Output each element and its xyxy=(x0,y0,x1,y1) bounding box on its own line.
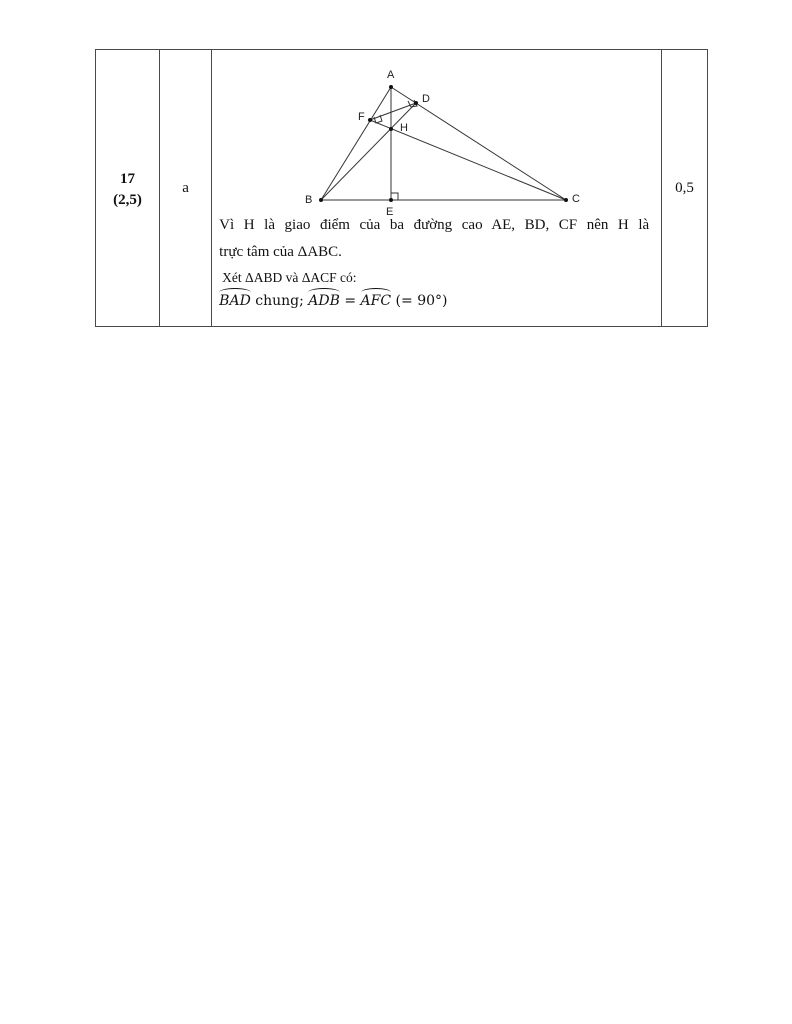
part-label: a xyxy=(182,179,189,196)
point-e xyxy=(389,198,393,202)
label-e: E xyxy=(386,206,394,218)
angle-afc: AFC xyxy=(361,288,392,311)
right-angle-note: (= 90°) xyxy=(395,293,448,309)
answer-table xyxy=(95,49,708,327)
label-c: C xyxy=(572,193,581,205)
angle-adb: ADB xyxy=(308,288,340,311)
angle-equation xyxy=(219,288,649,311)
label-f: F xyxy=(358,111,365,123)
question-cell xyxy=(96,50,160,327)
point-h xyxy=(389,127,393,131)
point-b xyxy=(319,198,323,202)
score-value: 0,5 xyxy=(675,179,694,196)
altitude-bd xyxy=(321,103,416,200)
point-c xyxy=(564,198,568,202)
solution-line-1: Vì H là giao điểm của ba đường cao AE, BD, CF nên H là xyxy=(219,217,650,233)
point-f xyxy=(368,118,372,122)
label-h: H xyxy=(400,122,409,134)
part-cell xyxy=(160,50,212,327)
question-points: (2,5) xyxy=(113,192,142,208)
question-number: 17 xyxy=(120,171,136,187)
triangle-figure xyxy=(300,65,590,221)
content-cell xyxy=(212,50,662,327)
equals-sign: = xyxy=(344,293,357,309)
segment-fd xyxy=(370,103,416,120)
label-a: A xyxy=(387,69,395,81)
side-ab xyxy=(321,87,391,200)
angle-bad: BAD xyxy=(219,288,251,311)
solution-line-3: Xét ΔABD và ΔACF có: xyxy=(222,270,357,285)
right-angle-f xyxy=(374,115,382,123)
table-row xyxy=(96,50,708,327)
point-a xyxy=(389,85,393,89)
chung-text: chung; xyxy=(255,293,304,309)
solution-line-2: trực tâm của ΔABC. xyxy=(219,244,342,260)
label-b: B xyxy=(305,194,313,206)
label-d: D xyxy=(422,93,431,105)
solution-text xyxy=(219,215,649,311)
point-d xyxy=(414,101,418,105)
score-cell xyxy=(661,50,707,327)
